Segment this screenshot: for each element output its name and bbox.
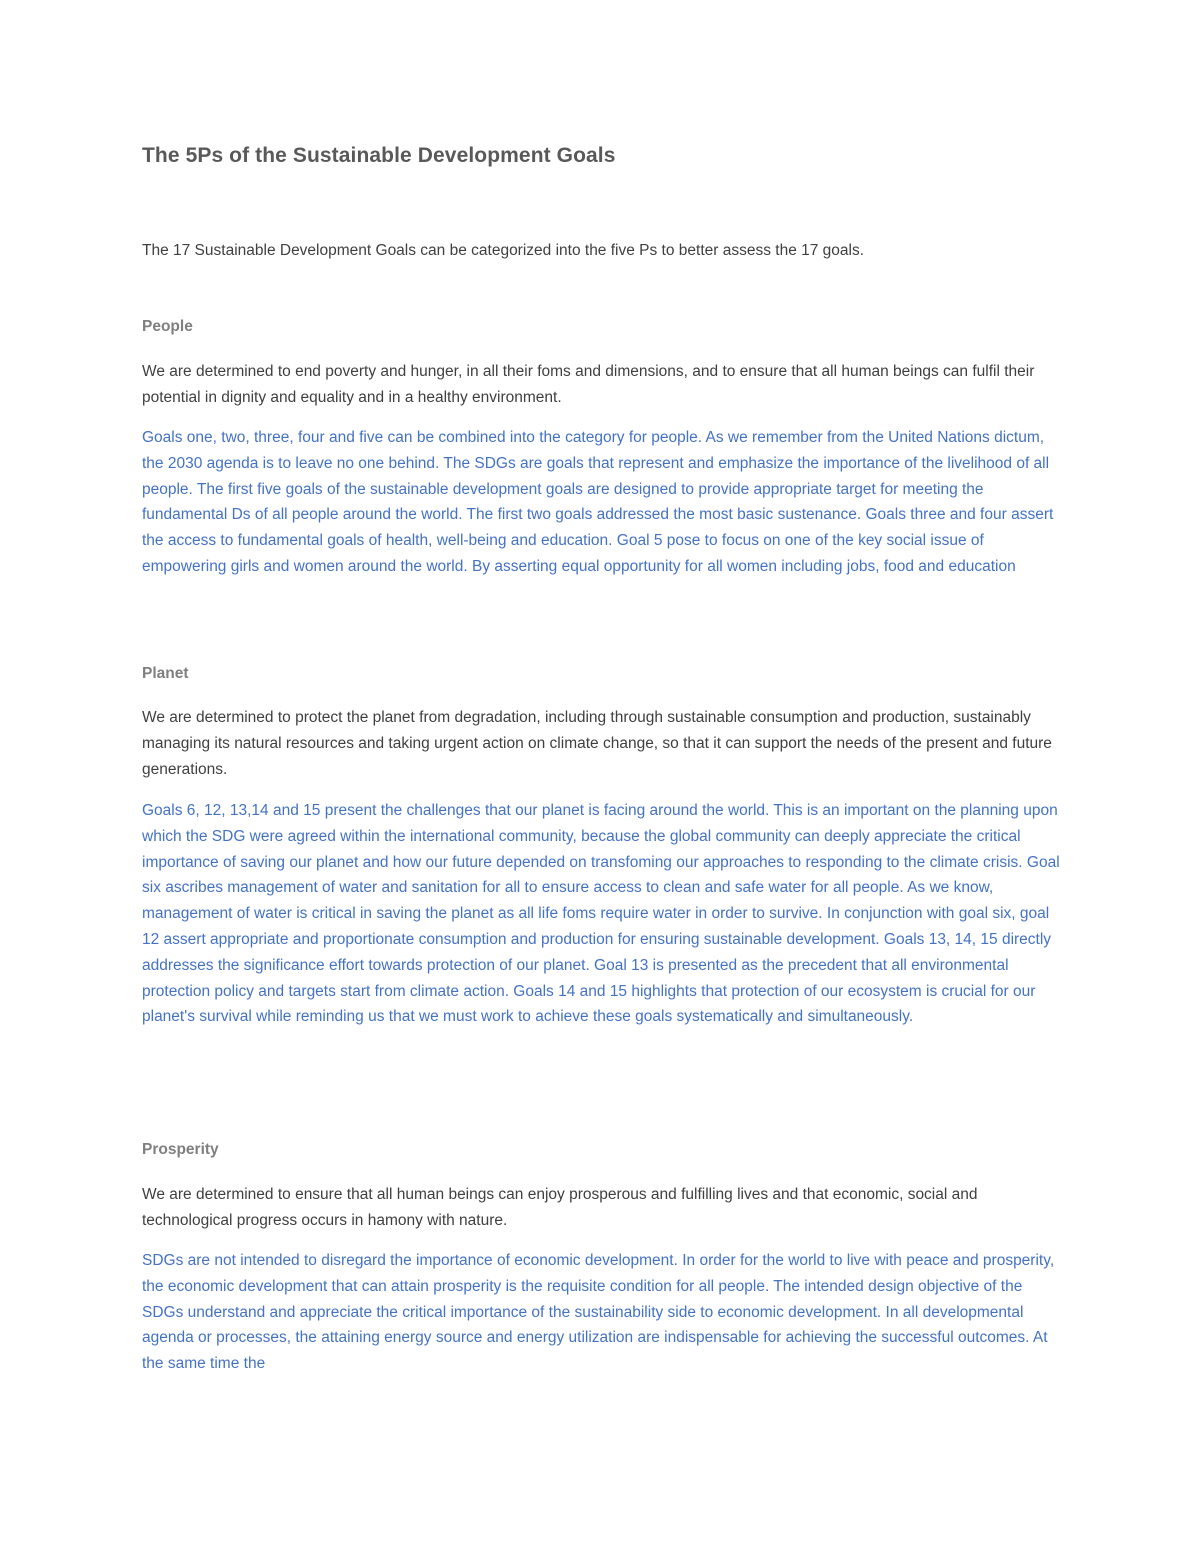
intro-paragraph: The 17 Sustainable Development Goals can be categorized into the five Ps to better assess the 17 goals. xyxy=(142,242,865,259)
pledge-paragraph-planet: We are determined to protect the planet from degradation, including through sustainable consumption and production, sustainably managing its natural resources and taking urgent action on climate change, so that it can support the needs of the present and future generations. xyxy=(142,709,1052,778)
section-heading-people: People xyxy=(142,318,193,335)
section-heading-planet: Planet xyxy=(142,665,189,682)
document-title: The 5Ps of the Sustainable Development Goals xyxy=(142,144,616,167)
pledge-paragraph-prosperity: We are determined to ensure that all human beings can enjoy prosperous and fulfilling lives and that economic, social and technological progress occurs in hamony with nature. xyxy=(142,1186,978,1229)
commentary-paragraph-prosperity: SDGs are not intended to disregard the importance of economic development. In order for the world to live with peace and prosperity, the economic development that can attain prosperity is the requisite condition for all people. The intended design objective of the SDGs understand and appreciate the critical importance of the sustainability side to economic development. In all developmental agenda or processes, the attaining energy source and energy utilization are indispensable for achieving the successful outcomes. At the same time the xyxy=(142,1252,1055,1373)
commentary-paragraph-planet: Goals 6, 12, 13,14 and 15 present the challenges that our planet is facing around the world. This is an important on the planning upon which the SDG were agreed within the international community, because the global community can deeply appreciate the critical importance of saving our planet and how our future depended on transfoming our approaches to responding to the climate crisis. Goal six ascribes management of water and sanitation for all to ensure access to clean and safe water for all people. As we know, management of water is critical in saving the planet as all life foms require water in order to survive. In conjunction with goal six, goal 12 assert appropriate and proportionate consumption and production for ensuring sustainable development. Goals 13, 14, 15 directly addresses the significance effort towards protection of our planet. Goal 13 is presented as the precedent that all environmental protection policy and targets start from climate action. Goals 14 and 15 highlights that protection of our ecosystem is crucial for our planet's survival while reminding us that we must work to achieve these goals systematically and simultaneously. xyxy=(142,802,1060,1026)
section-heading-prosperity: Prosperity xyxy=(142,1141,219,1158)
pledge-paragraph-people: We are determined to end poverty and hunger, in all their foms and dimensions, and to ensure that all human beings can fulfil their potential in dignity and equality and in a healthy environment. xyxy=(142,363,1035,406)
commentary-paragraph-people: Goals one, two, three, four and five can be combined into the category for people. As we remember from the United Nations dictum, the 2030 agenda is to leave no one behind. The SDGs are goals that represent and emphasize the importance of the livelihood of all people. The first five goals of the sustainable development goals are designed to provide appropriate target for meeting the fundamental Ds of all people around the world. The first two goals addressed the most basic sustenance. Goals three and four assert the access to fundamental goals of health, well-being and education. Goal 5 pose to focus on one of the key social issue of empowering girls and women around the world. By asserting equal opportunity for all women including jobs, food and education xyxy=(142,429,1054,575)
